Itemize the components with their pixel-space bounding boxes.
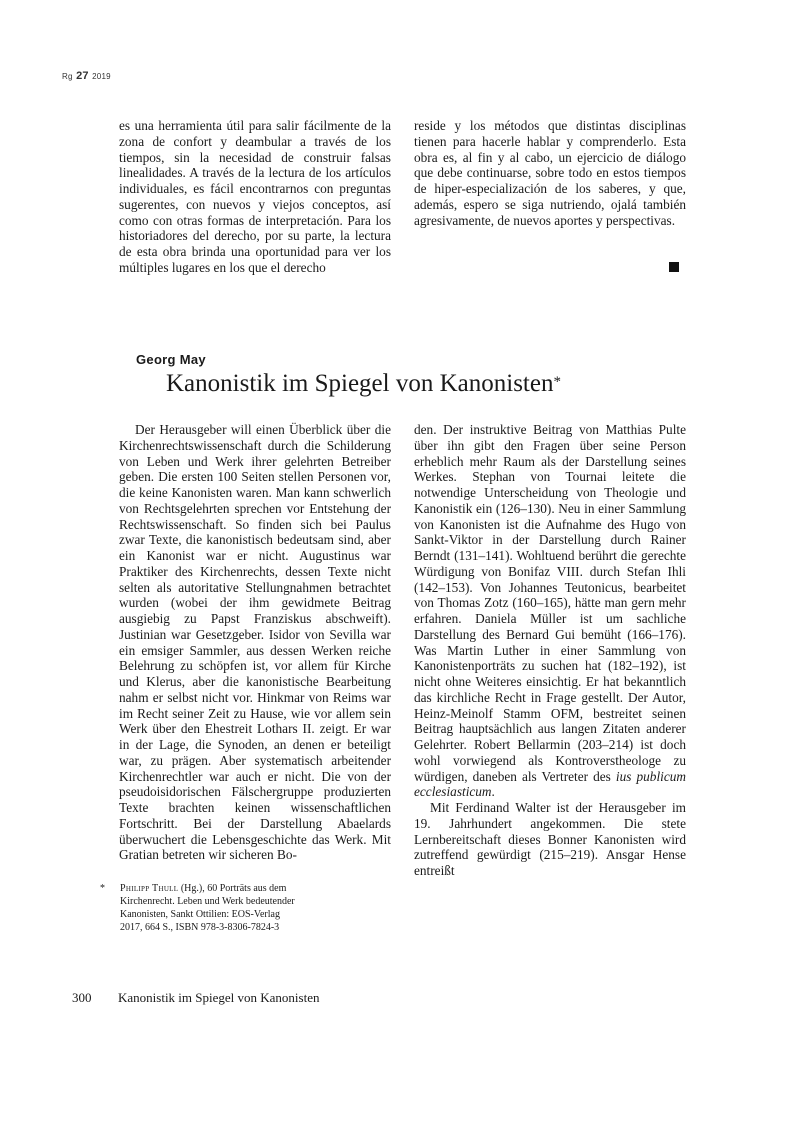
article-left-column [119, 422, 391, 863]
running-header [62, 70, 111, 82]
footnote-text [120, 882, 300, 934]
paragraph-text: . [491, 784, 495, 800]
journal-abbrev: Rg [62, 72, 73, 81]
article-title-text: Kanonistik im Spiegel von Kanonisten [166, 370, 554, 397]
previous-article-right-column [414, 118, 686, 228]
journal-volume: 27 [76, 70, 89, 82]
previous-article-paragraph: es una herramienta útil para salir fácilmente de la zona de confort y deambular a través de los tiempos, sin la necesidad de construir falsas linealidades. A través de la lectura de los artículos individuales, es fácil encontrarnos con preguntas sugerentes, con nuevos y viejos conceptos, así como con otras formas de interpretación. Para los historiadores del derecho, por su parte, la lectura de esta obra brinda una oportunidad para ver los múltiples lugares en los que el derecho [119, 118, 391, 275]
footer-running-title: Kanonistik im Spiegel von Kanonisten [118, 990, 320, 1005]
article-paragraph: Mit Ferdinand Walter ist der Herausgeber im 19. Jahrhundert angekommen. Die stete Lernbereitschaft dieses Bonner Kanonisten wird zutreffend gewürdigt (215–219). Ansgar Hense entreißt [414, 800, 686, 878]
previous-article-left-column [119, 118, 391, 283]
footnote [100, 882, 300, 934]
article-paragraph: Der Herausgeber will einen Überblick über die Kirchenrechtswissenschaft durch die Schilderung von Leben und Werk ihrer gelehrten Betreiber geben. Die ersten 100 Seiten stellen Personen vor, die keine Kanonisten waren. Man kann schwerlich von Rechtsgelehrten sprechen vor Entstehung der Rechtswissenschaft. So finden sich bei Paulus zwar Texte, die kanonistisch bedeutsam sind, aber ein Kanonist war er nicht. Augustinus war Praktiker des Kirchenrechts, dessen Texte nicht selten als autoritative Stellungnahmen betrachtet wurden (wobei der ihm gewidmete Beitrag ausgiebig zu Papst Franziskus abschweift). Justinian war Gesetzgeber. Isidor von Sevilla war ein emsiger Sammler, aus dessen Werken reiche Belehrung zu schöpfen ist, vor allem für Kirche und Klerus, aber die kanonistische Bearbeitung nahm er selbst nicht vor. Hinkmar von Reims war im Recht seiner Zeit zu Hause, wie vor allem sein Werk über den Ehestreit Lothars II. zeigt. Er war in der Lage, die Synoden, an denen er beteiligt war, zu prägen. Aber systematisch arbeitender Kirchenrechtler war auch er nicht. Die von der pseudoisidorischen Fälschergruppe produzierten Texte brachten keinen wissenschaftlichen Fortschritt. Bei der Darstellung Abaelards überwuchert die Lebensgeschichte das Werk. Mit Gratian betreten wir sicheren Bo- [119, 422, 391, 863]
paragraph-text: den. Der instruktive Beitrag von Matthias Pulte über ihn gibt den Fragen über seine Person erheblich mehr Raum als der Darstellung seines Werkes. Stephan von Tournai leitete die notwendige Unterscheidung von Theologie und Kanonistik ein (126–130). Neu in einer Sammlung von Kanonisten ist die Aufnahme des Hugo von Sankt-Viktor in der Darstellung durch Rainer Berndt (131–141). Wohltuend berührt die gerechte Würdigung von Bonifaz VIII. durch Stefan Ihli (142–153). Von Johannes Teutonicus, bearbeitet von Thomas Zotz (160–165), hätte man gern mehr erfahren. Daniela Müller ist um sachliche Darstellung des Bernard Gui bemüht (166–176). Was Martin Luther in einer Sammlung von Kanonistenporträts zu suchen hat (182–192), ist nicht ohne Weiteres einsichtig. Er hat bekanntlich das kirchliche Recht in Frage gestellt. Der Autor, Heinz-Meinolf Stamm OFM, bestreitet seinen Beitrag hauptsächlich aus langen Zitaten anderer Gelehrter. Robert Bellarmin (203–214) ist doch wohl vorwiegend als Kontroverstheologe zu würdigen, daneben als Vertreter des [414, 422, 686, 784]
title-footnote-mark: * [553, 374, 561, 390]
page-number: 300 [72, 990, 92, 1005]
footnote-mark: * [100, 883, 105, 894]
article-author: Georg May [136, 352, 206, 367]
running-footer [72, 990, 319, 1006]
end-of-article-square-icon [669, 262, 679, 272]
article-right-column [414, 422, 686, 879]
article-paragraph [414, 422, 686, 800]
footnote-editor: Philipp Thull [120, 883, 179, 894]
previous-article-paragraph: reside y los métodos que distintas disciplinas tienen para hacerle hablar y comprenderlo. Esta obra es, al fin y al cabo, un ejercicio de diálogo que debe continuarse, sobre todo en estos tiempos de hiper-especialización de los saberes, y que, además, espero se siga nutriendo, ojalá también agresivamente, de nuevos aportes y perspectivas. [414, 118, 686, 228]
journal-year: 2019 [92, 72, 111, 81]
article-title [166, 369, 561, 399]
latin-term: ius publicum ecclesiasticum [414, 768, 686, 800]
footnote-citation: (Hg.), 60 Porträts aus dem Kirchenrecht. Leben und Werk bedeutender Kanonisten, Sankt Ottilien: EOS-Verlag 2017, 664 S., ISBN 978-3-8306-7824-3 [120, 883, 295, 933]
